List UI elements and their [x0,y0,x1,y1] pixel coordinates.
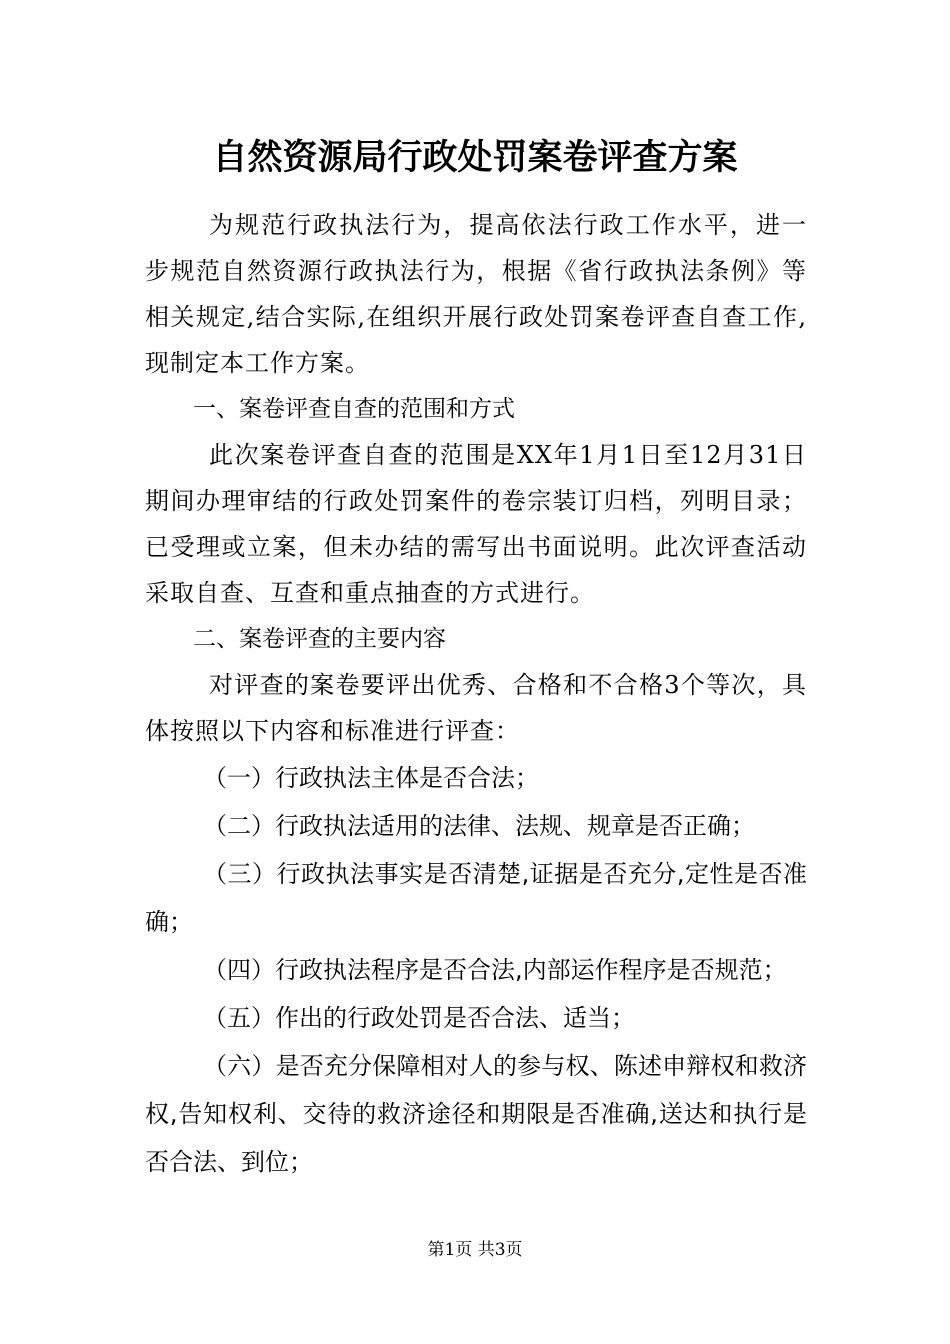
section-2-paragraph: 对评查的案卷要评出优秀、合格和不合格3个等次，具体按照以下内容和标准进行评查： [145,671,807,745]
document-title: 自然资源局行政处罚案卷评查方案 [212,137,738,178]
section-2-heading: 二、案卷评查的主要内容 [193,626,446,652]
criteria-item-2: （二）行政执法适用的法律、法规、规章是否正确； [203,812,755,840]
document-body [145,202,807,1186]
intro-paragraph: 为规范行政执法行为，提高依法行政工作水平，进一步规范自然资源行政执法行为，根据《省行政执法条例》等相关规定,结合实际,在组织开展行政处罚案卷评查自查工作,现制定本工作方案。 [145,211,807,377]
section-1-heading: 一、案卷评查自查的范围和方式 [193,396,515,422]
page-footer: 第1页 共3页 [427,1240,523,1260]
criteria-item-6: （六）是否充分保障相对人的参与权、陈述申辩权和救济权,告知权利、交待的救济途径和期限是否准确,送达和执行是否合法、到位； [145,1052,807,1176]
criteria-item-1: （一）行政执法主体是否合法； [203,764,539,792]
criteria-item-3: （三）行政执法事实是否清楚,证据是否充分,定性是否准确； [145,860,807,936]
section-1-paragraph: 此次案卷评查自查的范围是XX年1月1日至12月31日期间办理审结的行政处罚案件的卷宗装订归档，列明目录；已受理或立案，但未办结的需写出书面说明。此次评查活动采取自查、互查和重点抽查的方式进行。 [145,441,807,607]
criteria-item-5: （五）作出的行政处罚是否合法、适当； [203,1004,635,1032]
criteria-item-4: （四）行政执法程序是否合法,内部运作程序是否规范； [203,956,787,984]
